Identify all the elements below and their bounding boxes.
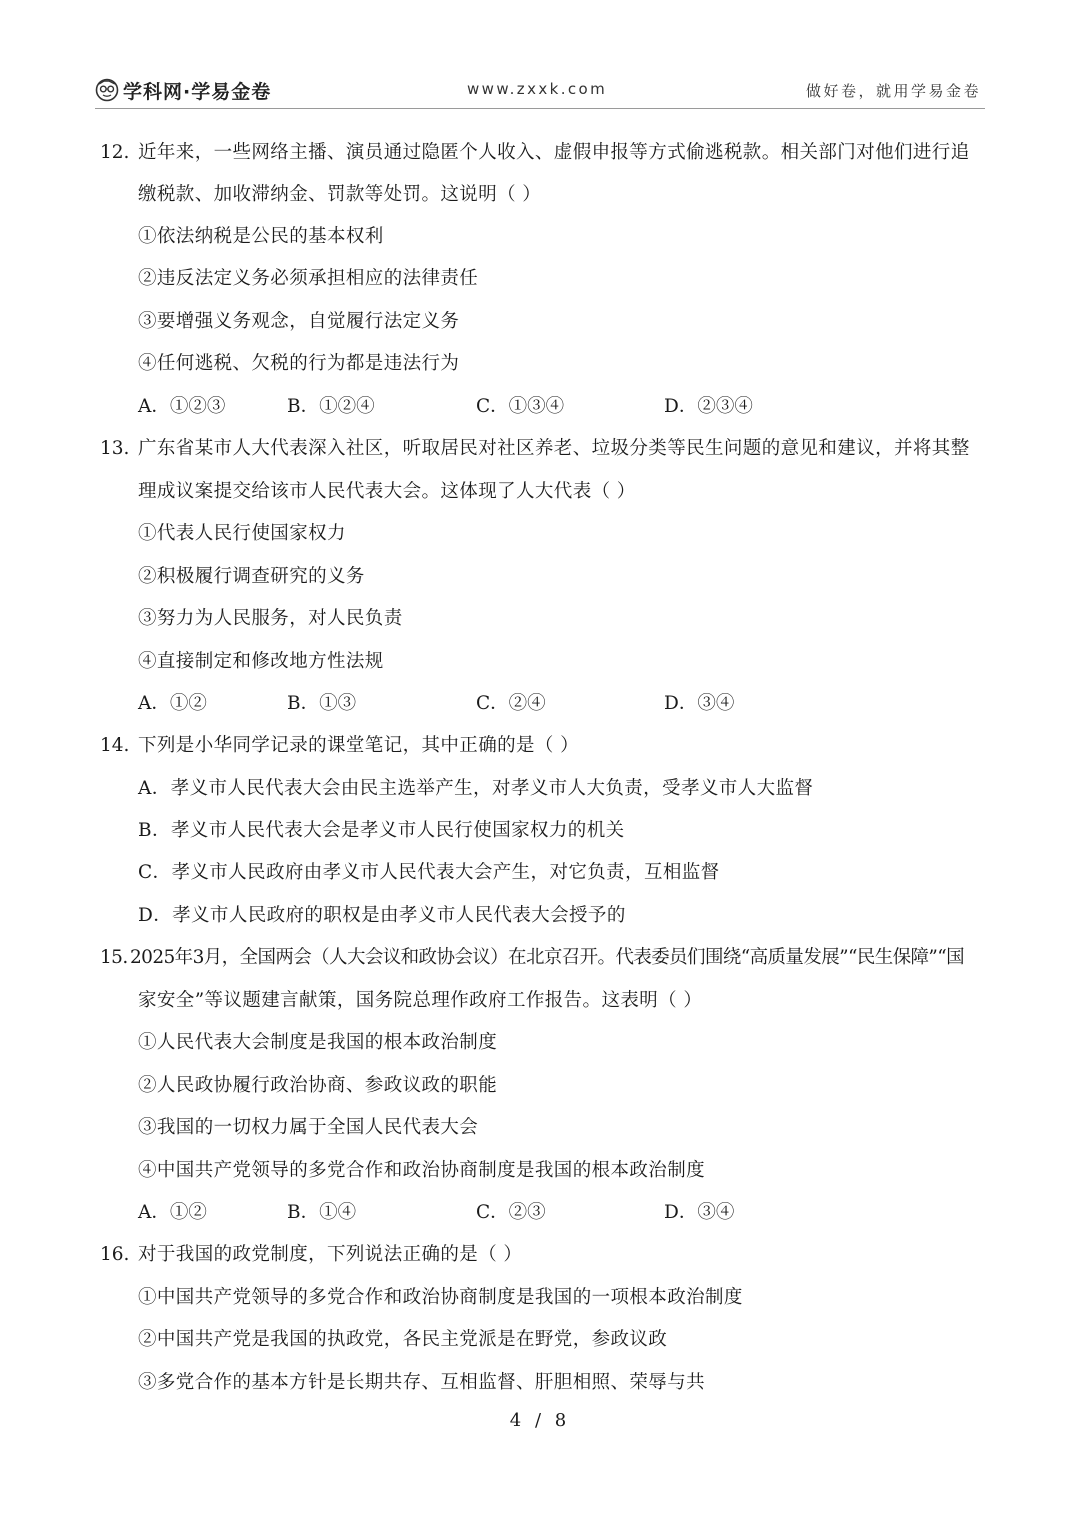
question-15-option-d[interactable]: D．③④ — [664, 1202, 735, 1223]
question-16-item-1: ①中国共产党领导的多党合作和政治协商制度是我国的一项根本政治制度 — [138, 1287, 743, 1308]
question-15-item-1: ①人民代表大会制度是我国的根本政治制度 — [138, 1032, 498, 1053]
question-12-item-1: ①依法纳税是公民的基本权利 — [138, 226, 384, 247]
question-15-stem-line-1: 2025年3月，全国两会（人大会议和政协会议）在北京召开。代表委员们围绕“高质量发展”“民生保障”“国 — [130, 947, 965, 968]
question-16-item-2: ②中国共产党是我国的执政党，各民主党派是在野党，参政议政 — [138, 1329, 668, 1350]
question-15-item-4: ④中国共产党领导的多党合作和政治协商制度是我国的根本政治制度 — [138, 1160, 706, 1181]
question-15-option-a[interactable]: A．①② — [138, 1202, 207, 1223]
question-12-option-b[interactable]: B．①②④ — [287, 396, 375, 417]
question-15-item-3: ③我国的一切权力属于全国人民代表大会 — [138, 1117, 479, 1138]
question-13-item-1: ①代表人民行使国家权力 — [138, 523, 346, 544]
question-12-item-3: ③要增强义务观念，自觉履行法定义务 — [138, 311, 460, 332]
question-13-option-d[interactable]: D．③④ — [664, 693, 735, 714]
question-14-option-c[interactable]: C．孝义市人民政府由孝义市人民代表大会产生，对它负责，互相监督 — [138, 862, 720, 883]
question-13-option-b[interactable]: B．①③ — [287, 693, 357, 714]
page-number: 4 / 8 — [509, 1410, 571, 1431]
question-14-stem: 下列是小华同学记录的课堂笔记，其中正确的是（ ） — [138, 735, 579, 756]
site-url[interactable]: www.zxxk.com — [467, 80, 608, 98]
question-13-number: 13. — [100, 438, 130, 459]
question-12-option-c[interactable]: C．①③④ — [476, 396, 565, 417]
question-12-stem-line-2: 缴税款、加收滞纳金、罚款等处罚。这说明（ ） — [138, 184, 542, 205]
logo — [95, 76, 271, 104]
owl-logo-icon — [95, 78, 119, 102]
question-15-stem-line-2: 家安全”等议题建言献策，国务院总理作政府工作报告。这表明（ ） — [138, 990, 703, 1011]
question-12-stem-line-1: 近年来，一些网络主播、演员通过隐匿个人收入、虚假申报等方式偷逃税款。相关部门对他们进行追 — [138, 142, 970, 163]
question-14-option-a[interactable]: A．孝义市人民代表大会由民主选举产生，对孝义市人大负责，受孝义市人大监督 — [138, 778, 814, 799]
question-15-option-b[interactable]: B．①④ — [287, 1202, 357, 1223]
question-14-option-d[interactable]: D．孝义市人民政府的职权是由孝义市人民代表大会授予的 — [138, 905, 626, 926]
question-12-option-d[interactable]: D．②③④ — [664, 396, 753, 417]
logo-text: 学科网·学易金卷 — [123, 80, 272, 103]
question-13-stem-line-2: 理成议案提交给该市人民代表大会。这体现了人大代表（ ） — [138, 481, 636, 502]
question-16-item-3: ③多党合作的基本方针是长期共存、互相监督、肝胆相照、荣辱与共 — [138, 1372, 706, 1393]
question-12-number: 12. — [100, 142, 130, 163]
question-14-number: 14. — [100, 735, 130, 756]
question-13-stem-line-1: 广东省某市人大代表深入社区，听取居民对社区养老、垃圾分类等民生问题的意见和建议，并将其整 — [138, 438, 970, 459]
question-12-item-2: ②违反法定义务必须承担相应的法律责任 — [138, 268, 479, 289]
question-16-number: 16. — [100, 1244, 130, 1265]
page-header — [95, 72, 985, 109]
question-15-item-2: ②人民政协履行政治协商、参政议政的职能 — [138, 1075, 498, 1096]
header-slogan: 做好卷，就用学易金卷 — [805, 82, 981, 100]
question-13-item-2: ②积极履行调查研究的义务 — [138, 566, 365, 587]
question-13-option-c[interactable]: C．②④ — [476, 693, 546, 714]
question-15-number: 15. — [100, 947, 128, 968]
question-12-option-a[interactable]: A．①②③ — [138, 396, 226, 417]
question-13-item-4: ④直接制定和修改地方性法规 — [138, 651, 384, 672]
question-15-option-c[interactable]: C．②③ — [476, 1202, 546, 1223]
question-12-item-4: ④任何逃税、欠税的行为都是违法行为 — [138, 353, 460, 374]
question-13-item-3: ③努力为人民服务，对人民负责 — [138, 608, 403, 629]
question-16-stem: 对于我国的政党制度，下列说法正确的是（ ） — [138, 1244, 523, 1265]
question-13-option-a[interactable]: A．①② — [138, 693, 207, 714]
question-14-option-b[interactable]: B．孝义市人民代表大会是孝义市人民行使国家权力的机关 — [138, 820, 625, 841]
